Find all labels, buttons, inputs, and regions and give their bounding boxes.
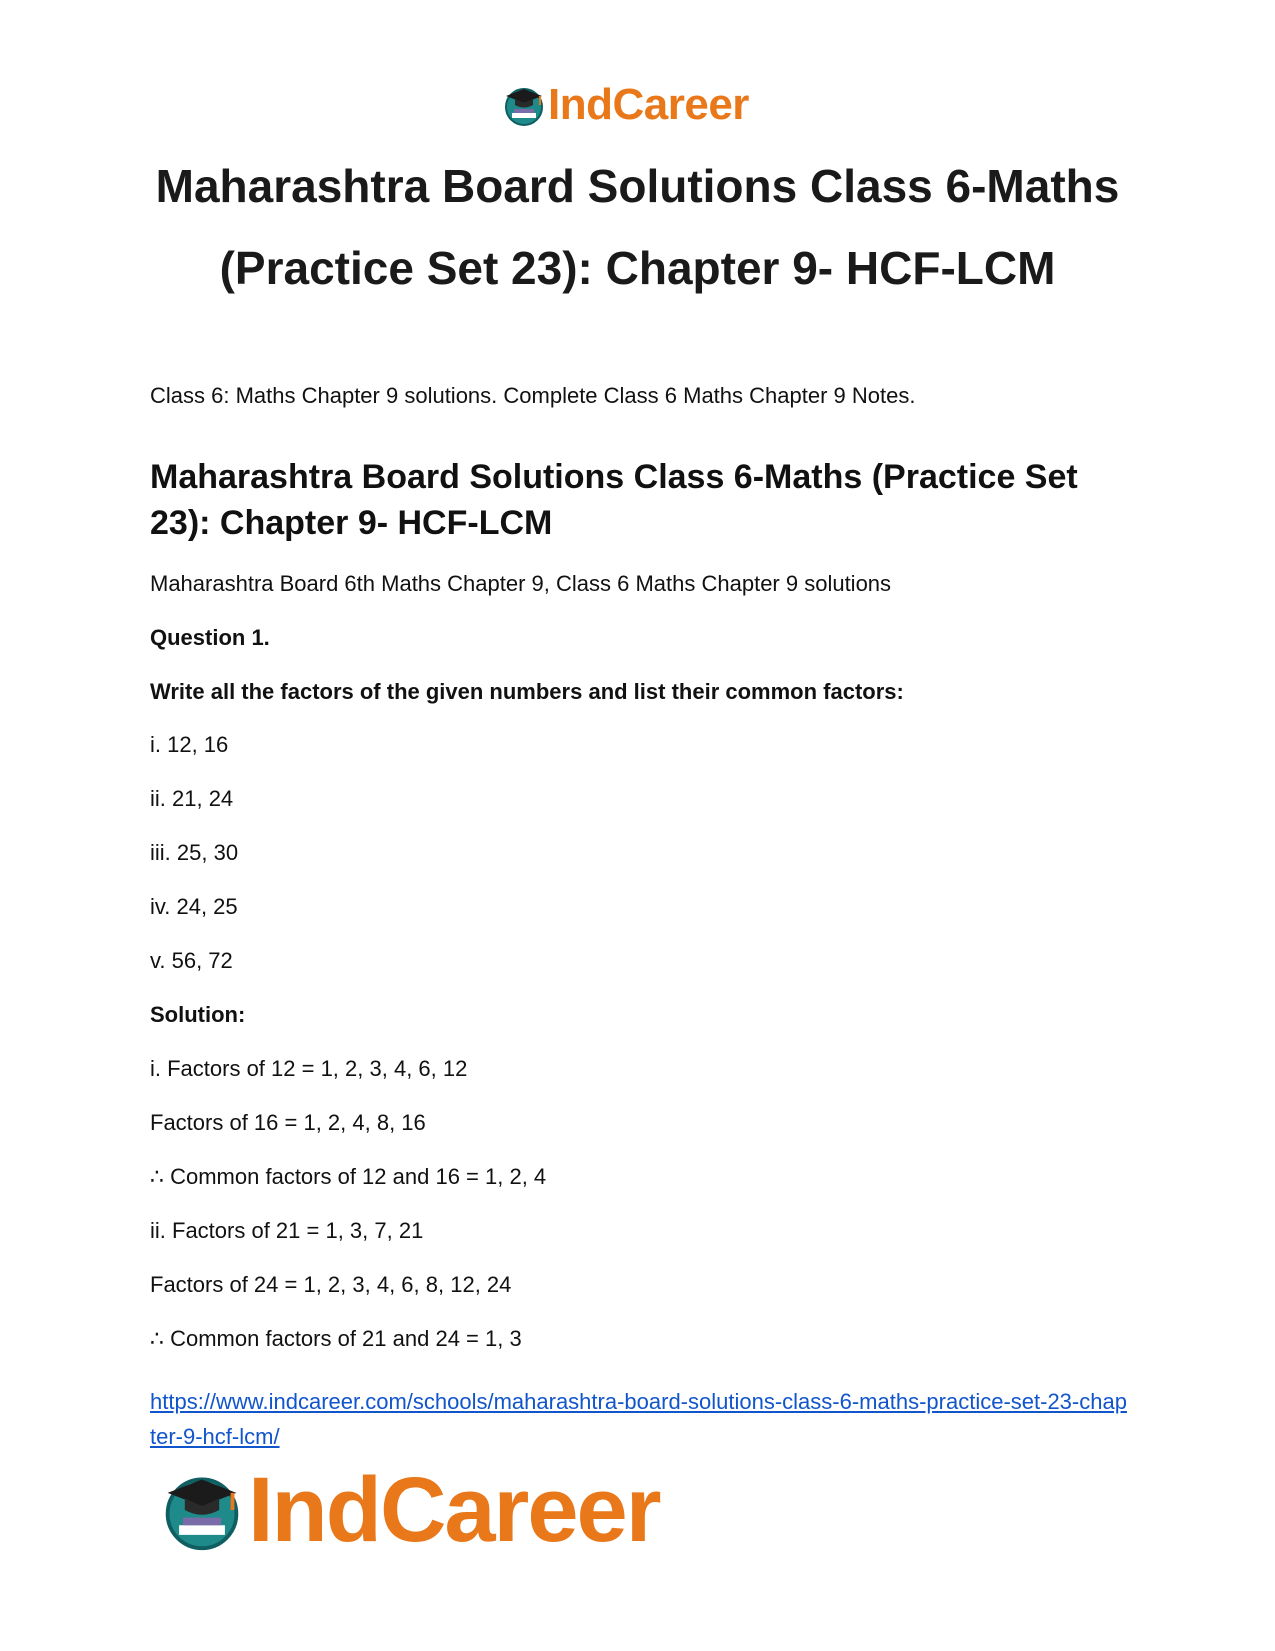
graduation-cap-globe-icon [160, 1468, 244, 1552]
header-logo-text: IndCareer [548, 80, 749, 129]
source-url-link[interactable]: https://www.indcareer.com/schools/maharashtra-board-solutions-class-6-maths-practice-set-23-chapter-9-hcf-lcm/ [150, 1389, 1127, 1449]
question-item: ii. 21, 24 [150, 786, 234, 811]
solution-line: Factors of 24 = 1, 2, 3, 4, 6, 8, 12, 24 [150, 1272, 512, 1297]
page-title: Maharashtra Board Solutions Class 6-Maths (Practice Set 23): Chapter 9- HCF-LCM [155, 160, 1120, 294]
question-item: iv. 24, 25 [150, 894, 238, 919]
header-logo [502, 80, 749, 130]
solution-line: i. Factors of 12 = 1, 2, 3, 4, 6, 12 [150, 1056, 468, 1081]
question-label: Question 1. [150, 625, 270, 650]
question-item: iii. 25, 30 [150, 840, 239, 865]
solution-line: ∴ Common factors of 12 and 16 = 1, 2, 4 [150, 1164, 547, 1189]
question-item: v. 56, 72 [150, 948, 233, 973]
intro-text: Class 6: Maths Chapter 9 solutions. Complete Class 6 Maths Chapter 9 Notes. [150, 383, 916, 408]
subtitle-text: Maharashtra Board 6th Maths Chapter 9, Class 6 Maths Chapter 9 solutions [150, 571, 892, 596]
solution-line: ii. Factors of 21 = 1, 3, 7, 21 [150, 1218, 424, 1243]
solution-line: ∴ Common factors of 21 and 24 = 1, 3 [150, 1326, 522, 1351]
solution-label: Solution: [150, 1002, 246, 1027]
footer-logo [160, 1458, 660, 1561]
section-heading: Maharashtra Board Solutions Class 6-Maths (Practice Set 23): Chapter 9- HCF-LCM [150, 458, 1078, 542]
footer-logo-text: IndCareer [248, 1458, 660, 1561]
question-prompt: Write all the factors of the given numbers and list their common factors: [150, 679, 904, 704]
graduation-cap-globe-icon [502, 83, 546, 127]
solution-line: Factors of 16 = 1, 2, 4, 8, 16 [150, 1110, 426, 1135]
question-item: i. 12, 16 [150, 732, 229, 757]
